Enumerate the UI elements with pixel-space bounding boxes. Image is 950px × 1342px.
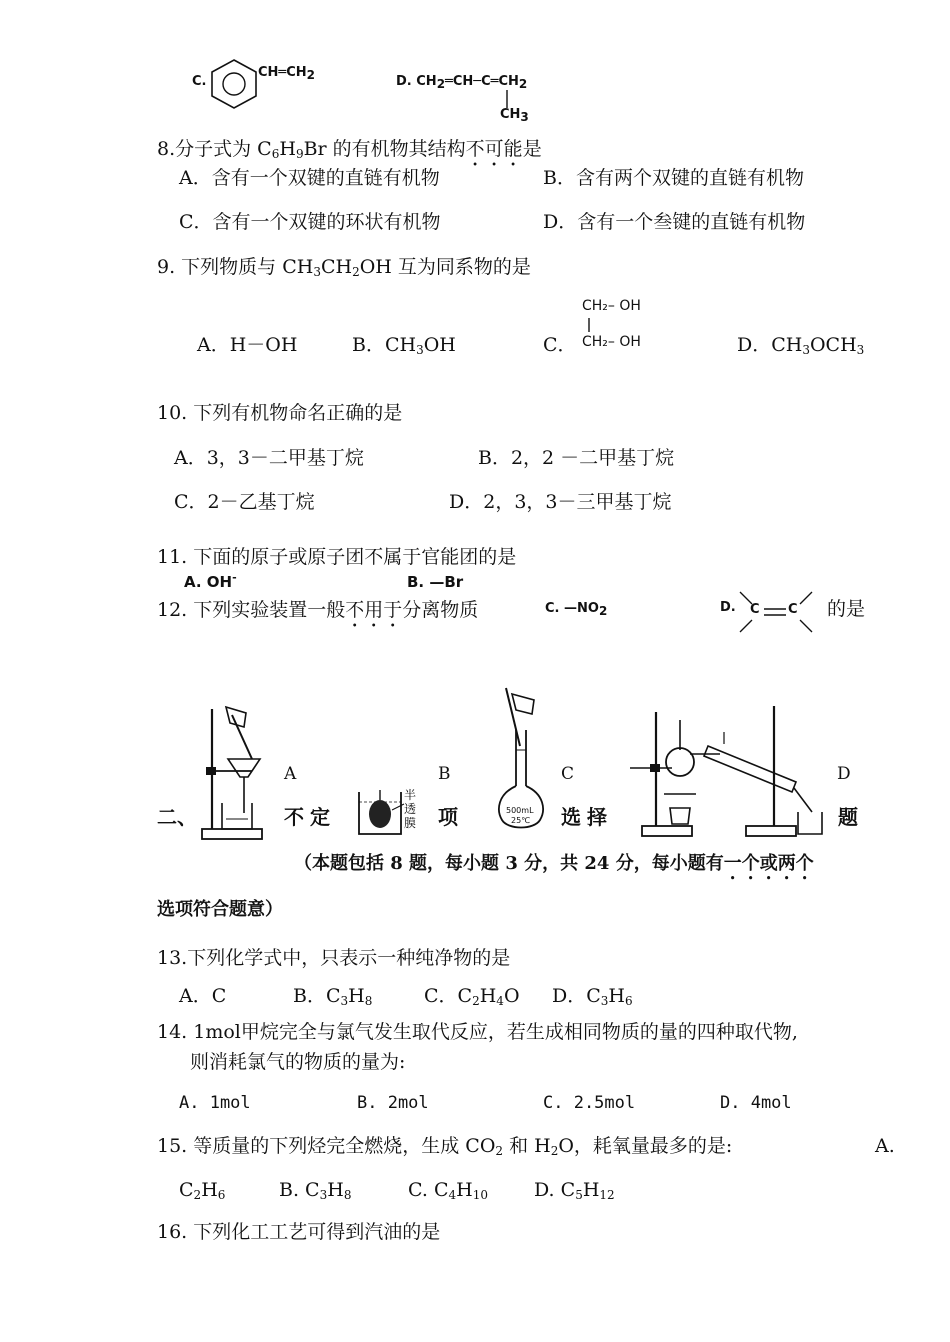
option-c-label: C. — [192, 74, 207, 89]
q13-stem: 13.下列化学式中，只表示一种纯净物的是 — [157, 947, 511, 969]
option-d-methyl: $CH_3$ — [500, 107, 529, 124]
q11-stem: 11. 下面的原子或原子团不属于官能团的是 — [157, 546, 517, 568]
q9-option-a: A．H－OH — [197, 334, 298, 356]
benzene-ring-icon — [208, 58, 260, 110]
section2-title-part-3: 项 — [438, 805, 458, 829]
section2-title-part-4: 选择 — [561, 805, 613, 829]
q11-option-d-label: D. — [720, 600, 736, 615]
apparatus-a-label: A — [284, 764, 297, 784]
q15-option-a-label: A. — [875, 1135, 895, 1157]
q9-stem: 9. 下列物质与 $CH_3CH_2OH$ 互为同系物的是 — [157, 256, 531, 279]
q8-option-c: C．含有一个双键的环状有机物 — [179, 211, 441, 233]
section2-title-part-2: 不定 — [284, 805, 336, 829]
q12-emphasis: 不用于 — [345, 599, 403, 621]
q12-stem: 12. 下列实验装置一般不用于分离物质 — [157, 599, 479, 621]
q15-option-b: B. $C_3H_8$ — [279, 1179, 352, 1202]
q10-option-c: C．2－乙基丁烷 — [174, 491, 315, 513]
q14-option-a: A. 1mol — [179, 1093, 251, 1113]
q10-option-d: D．2，3，3－三甲基丁烷 — [449, 491, 672, 513]
q9-option-d: D．$CH_3OCH_3$ — [737, 334, 865, 357]
q8-emphasis: 不可能 — [465, 138, 523, 160]
q15-option-d: D. $C_5H_{12}$ — [534, 1179, 615, 1202]
q10-stem: 10. 下列有机物命名正确的是 — [157, 402, 403, 424]
apparatus-d-label: D — [837, 764, 851, 784]
q13-option-b: B．$C_3H_8$ — [293, 985, 373, 1008]
alkene-carbon-1: C — [750, 602, 760, 617]
q16-stem: 16. 下列化工工艺可得到汽油的是 — [157, 1221, 441, 1243]
q11-option-c: C. $—NO_2$ — [545, 601, 608, 618]
q11-option-b: B. —Br — [407, 573, 464, 591]
q8-option-b: B．含有两个双键的直链有机物 — [543, 167, 804, 189]
q10-option-a: A．3，3－二甲基丁烷 — [174, 447, 364, 469]
flask-temp-label: 25℃ — [511, 816, 531, 825]
option-d-formula: D. $CH_2═CH─C═CH_2$ — [396, 74, 528, 91]
section2-note-continued: 选项符合题意） — [157, 899, 283, 920]
q9-option-c-bottom: CH₂– OH — [582, 334, 641, 350]
filtration-apparatus-icon — [200, 703, 280, 843]
q14-option-b: B. 2mol — [357, 1093, 429, 1113]
section2-title-part-5: 题 — [838, 805, 858, 829]
membrane-label: 半 透 膜 — [404, 788, 417, 830]
q15-option-c: C. $C_4H_{10}$ — [408, 1179, 488, 1202]
q15-option-a: $C_2H_6$ — [179, 1179, 226, 1202]
q8-option-a: A．含有一个双键的直链有机物 — [179, 167, 440, 189]
section2-note-emphasis: 一个或两个 — [723, 853, 814, 874]
q11-option-a: A. OH- — [184, 571, 237, 591]
dialysis-apparatus-icon — [356, 788, 404, 836]
q9-option-c-label: C． — [543, 334, 577, 356]
section2-note: （本题包括 8 题，每小题 3 分，共 24 分，每小题有一个或两个 — [294, 853, 814, 874]
q13-option-c: C．$C_2H_4O$ — [424, 985, 520, 1008]
flask-volume-label: 500mL — [506, 806, 534, 815]
q14-option-c: C. 2.5mol — [543, 1093, 636, 1113]
q14-option-d: D. 4mol — [720, 1093, 792, 1113]
q9-option-c-bond — [587, 318, 591, 332]
q15-stem: 15. 等质量的下列烃完全燃烧，生成 $CO_2$ 和 $H_2O$，耗氧量最多的是: — [157, 1135, 733, 1158]
q8-option-d: D．含有一个叁键的直链有机物 — [543, 211, 806, 233]
q14-stem-line-2: 则消耗氯气的物质的量为: — [190, 1051, 406, 1073]
q14-stem-line-1: 14. 1mol甲烷完全与氯气发生取代反应，若生成相同物质的量的四种取代物, — [157, 1021, 798, 1043]
q10-option-b: B．2，2 －二甲基丁烷 — [478, 447, 675, 469]
q9-option-c-top: CH₂– OH — [582, 298, 641, 314]
alkene-carbon-2: C — [788, 602, 798, 617]
distillation-apparatus-icon — [628, 700, 828, 840]
q12-stem-tail: 的是 — [827, 598, 866, 620]
apparatus-b-label: B — [438, 764, 451, 784]
apparatus-c-label: C — [561, 764, 575, 784]
q13-option-d: D．$C_3H_6$ — [552, 985, 633, 1008]
q13-option-a: A．C — [179, 985, 227, 1007]
methyl-bond-line — [505, 90, 509, 108]
q9-option-b: B．$CH_3OH$ — [352, 334, 456, 357]
q8-stem: 8.分子式为 $C_6H_9Br$ 的有机物其结构不可能是 — [157, 138, 542, 161]
section2-title-part-1: 二、 — [157, 805, 197, 829]
option-c-vinyl-group: $CH═CH_2$ — [258, 65, 316, 82]
